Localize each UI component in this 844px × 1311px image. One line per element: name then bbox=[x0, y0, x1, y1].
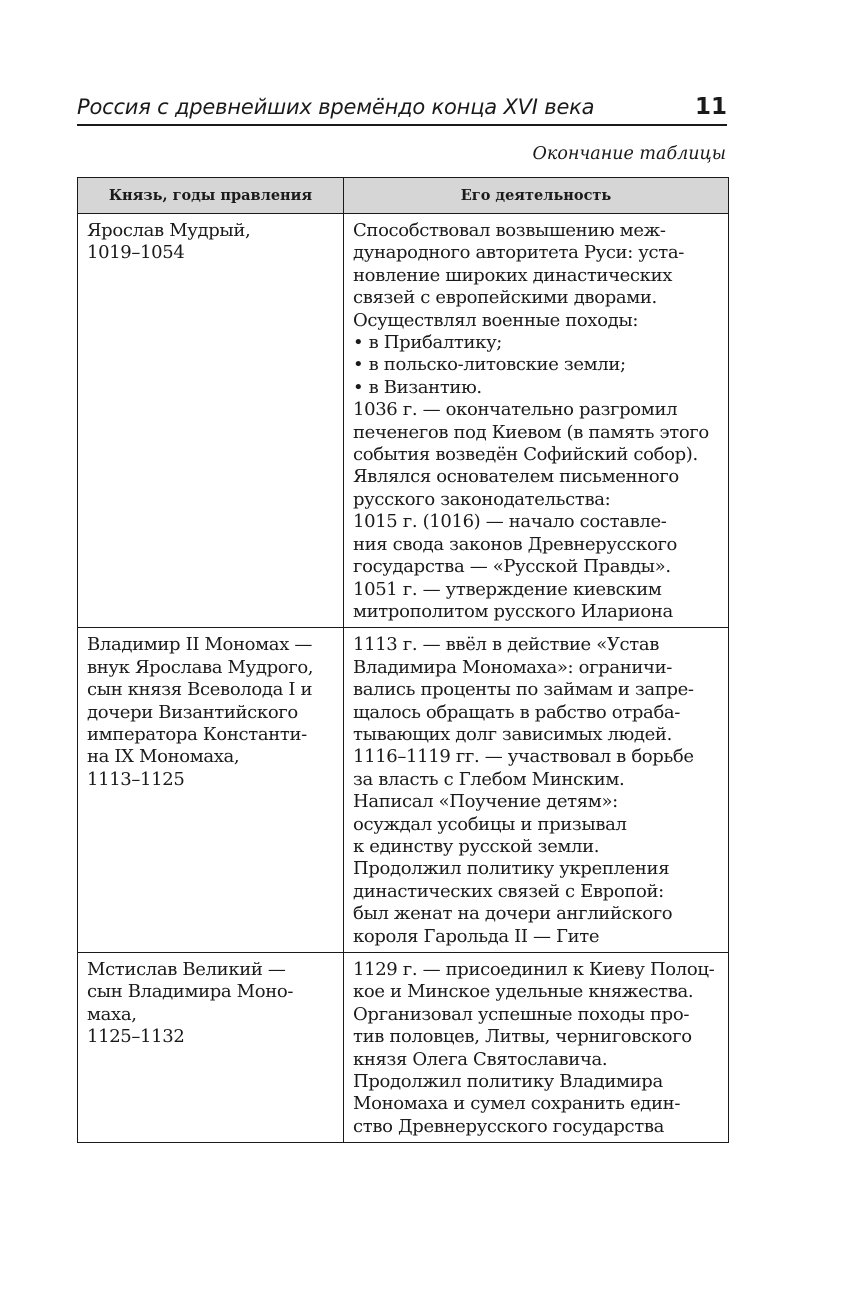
activity-text-line: 1113 г. — ввёл в действие «Устав bbox=[353, 634, 660, 656]
prince-text-line: Мстислав Великий — bbox=[87, 959, 286, 980]
activity-text-line: был женат на дочери английского bbox=[353, 903, 673, 925]
prince-text-line: Ярослав Мудрый, bbox=[87, 220, 251, 241]
page-header bbox=[77, 90, 727, 126]
activity-text-line: • в Византию. bbox=[353, 376, 482, 398]
column-header-activity: Его деятельность bbox=[344, 178, 729, 214]
running-title: Россия с древнейших времёндо конца XVI века bbox=[77, 95, 595, 119]
table-header-row bbox=[78, 178, 729, 214]
prince-text-line: Владимир II Мономах — bbox=[87, 634, 313, 656]
table-row bbox=[78, 628, 729, 953]
activity-text-line: дународного авторитета Руси: уста- bbox=[353, 242, 684, 264]
activity-text-line: Организовал успешные походы про- bbox=[353, 1003, 690, 1025]
activity-text-line: Способствовал возвышению меж- bbox=[353, 220, 666, 241]
activity-text-line: Продолжил политику Владимира bbox=[353, 1071, 663, 1093]
prince-text-line: внук Ярослава Мудрого, bbox=[87, 656, 314, 678]
activity-text-line: • в польско-литовские земли; bbox=[353, 354, 626, 376]
activity-text-line: митрополитом русского Илариона bbox=[353, 600, 673, 622]
activity-text-line: • в Прибалтику; bbox=[353, 332, 503, 354]
activity-text-line: тив половцев, Литвы, черниговского bbox=[353, 1026, 692, 1048]
activity-text-line: Продолжил политику укрепления bbox=[353, 858, 670, 880]
prince-cell bbox=[78, 953, 344, 1143]
activity-text-line: Являлся основателем письменного bbox=[353, 466, 679, 488]
activity-text-line: 1051 г. — утверждение киевским bbox=[353, 578, 662, 600]
prince-cell bbox=[78, 628, 344, 953]
prince-text-line: на IX Мономаха, bbox=[87, 746, 240, 768]
activity-text-line: государства — «Русской Правды». bbox=[353, 556, 671, 578]
activity-text-line: ния свода законов Древнерусского bbox=[353, 533, 678, 555]
princes-table bbox=[77, 177, 729, 1143]
prince-text-line: 1019–1054 bbox=[87, 242, 185, 264]
activity-text-line: Мономаха и сумел сохранить един- bbox=[353, 1093, 681, 1115]
activity-text-line: ство Древнерусского государства bbox=[353, 1115, 665, 1137]
prince-text-line: сын Владимира Моно- bbox=[87, 981, 294, 1003]
page-number: 11 bbox=[694, 94, 727, 120]
activity-text-line: кое и Минское удельные княжества. bbox=[353, 981, 694, 1003]
activity-text-line: династических связей с Европой: bbox=[353, 880, 664, 902]
activity-text-line: новление широких династических bbox=[353, 264, 673, 286]
activity-cell bbox=[344, 628, 729, 953]
prince-text-line: императора Константи- bbox=[87, 723, 307, 745]
activity-text-line: щалось обращать в рабство отраба- bbox=[353, 701, 681, 723]
activity-text-line: 1036 г. — окончательно разгромил bbox=[353, 399, 678, 421]
activity-text-line: печенегов под Киевом (в память этого bbox=[353, 421, 709, 443]
prince-text-line: маха, bbox=[87, 1003, 137, 1025]
activity-text-line: русского законодательства: bbox=[353, 488, 611, 510]
activity-text-line: связей с европейскими дворами. bbox=[353, 287, 657, 309]
table-row bbox=[78, 214, 729, 628]
activity-text-line: события возведён Софийский собор). bbox=[353, 444, 698, 466]
activity-cell bbox=[344, 953, 729, 1143]
activity-text-line: князя Олега Святославича. bbox=[353, 1048, 608, 1070]
prince-text-line: 1125–1132 bbox=[87, 1026, 185, 1048]
column-header-prince: Князь, годы правления bbox=[78, 178, 344, 214]
prince-text-line: 1113–1125 bbox=[87, 768, 185, 790]
activity-text-line: вались проценты по займам и запре- bbox=[353, 679, 694, 701]
table-row bbox=[78, 953, 729, 1143]
table-continuation-label: Окончание таблицы bbox=[532, 144, 726, 164]
activity-text-line: Владимира Мономаха»: ограничи- bbox=[353, 656, 672, 678]
activity-cell bbox=[344, 214, 729, 628]
activity-text-line: 1015 г. (1016) — начало составле- bbox=[353, 511, 667, 533]
activity-text-line: 1116–1119 гг. — участвовал в борьбе bbox=[353, 746, 694, 768]
prince-text-line: сын князя Всеволода I и bbox=[87, 679, 313, 701]
activity-text-line: короля Гарольда II — Гите bbox=[353, 925, 600, 947]
prince-text-line: дочери Византийского bbox=[87, 701, 298, 723]
activity-text-line: Написал «Поучение детям»: bbox=[353, 791, 618, 813]
activity-text-line: Осуществлял военные походы: bbox=[353, 309, 639, 331]
prince-cell bbox=[78, 214, 344, 628]
activity-text-line: за власть с Глебом Минским. bbox=[353, 768, 625, 790]
activity-text-line: к единству русской земли. bbox=[353, 835, 600, 857]
activity-text-line: осуждал усобицы и призывал bbox=[353, 813, 627, 835]
activity-text-line: тывающих долг зависимых людей. bbox=[353, 723, 672, 745]
activity-text-line: 1129 г. — присоединил к Киеву Полоц- bbox=[353, 959, 715, 980]
